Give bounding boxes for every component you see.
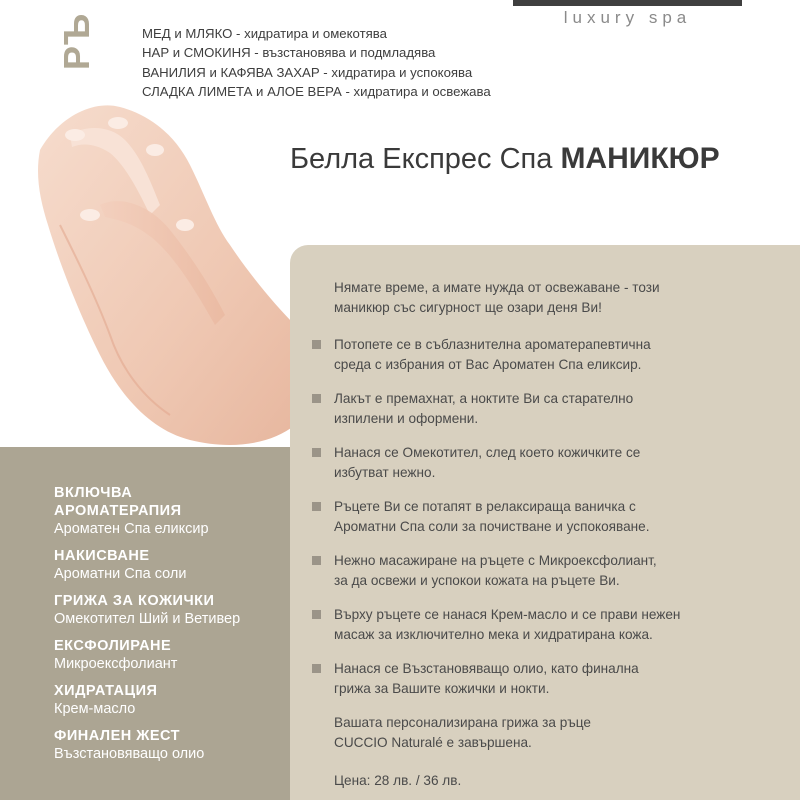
include-item: ФИНАЛЕН ЖЕСТ Възстановяващо олио bbox=[54, 728, 205, 762]
include-item: ХИДРАТАЦИЯ Крем-масло bbox=[54, 683, 158, 717]
include-item: ЕКСФОЛИРАНЕ Микроексфолиант bbox=[54, 638, 178, 672]
page-title: Белла Експрес Спа МАНИКЮР bbox=[290, 142, 720, 175]
hands-photo bbox=[0, 95, 295, 450]
vertical-heading-text: РЪ bbox=[56, 12, 97, 70]
closing-paragraph: Вашата персонализирана грижа за ръце CUCCIO Naturalé е завършена. bbox=[334, 715, 591, 750]
include-item: ГРИЖА ЗА КОЖИЧКИ Омекотител Ший и Ветивер bbox=[54, 593, 241, 627]
step-item: Нежно масажиране на ръцете с Микроексфолиант, за да освежи и успокои кожата на ръцете Ви. bbox=[334, 551, 774, 591]
step-item: Нанася се Омекотител, след което кожичките се избутват нежно. bbox=[334, 443, 774, 483]
step-item: Нанася се Възстановяващо олио, като финална грижа за Вашите кожички и нокти. bbox=[334, 659, 774, 699]
bullet-square-icon bbox=[312, 556, 321, 565]
bullet-square-icon bbox=[312, 448, 321, 457]
bullet-square-icon bbox=[312, 610, 321, 619]
description-text bbox=[334, 278, 774, 802]
scent-item: МЕД и МЛЯКО - хидратира и омекотява bbox=[142, 26, 387, 41]
scent-item: СЛАДКА ЛИМЕТА и АЛОЕ ВЕРА - хидратира и освежава bbox=[142, 83, 491, 99]
include-item: НАКИСВАНЕ Ароматни Спа соли bbox=[54, 548, 187, 582]
scent-list bbox=[142, 24, 491, 101]
step-item: Потопете се в съблазнителна ароматерапевтична среда с избрания от Вас Ароматен Спа еликсир. bbox=[334, 335, 774, 375]
scent-item: ВАНИЛИЯ и КАФЯВА ЗАХАР - хидратира и успокоява bbox=[142, 64, 473, 80]
step-item: Върху ръцете се нанася Крем-масло и се прави нежен масаж за изключително мека и хидратирана кожа. bbox=[334, 605, 774, 645]
bullet-square-icon bbox=[312, 664, 321, 673]
scent-item: НАР и СМОКИНЯ - възстановява и подмладява bbox=[142, 45, 436, 61]
step-item: Ръцете Ви се потапят в релаксираща ваничка с Ароматни Спа соли за почистване и успокояване. bbox=[334, 497, 774, 537]
bullet-square-icon bbox=[312, 394, 321, 403]
step-item: Лакът е премахнат, а ноктите Ви са старателно изпилени и оформени. bbox=[334, 389, 774, 429]
bullet-square-icon bbox=[312, 502, 321, 511]
brand-tagline: luxury spa bbox=[563, 8, 692, 27]
includes-heading: ВКЛЮЧВА bbox=[54, 485, 133, 501]
includes-list bbox=[54, 484, 294, 763]
bullet-square-icon bbox=[312, 340, 321, 349]
include-item: АРОМАТЕРАПИЯ Ароматен Спа еликсир bbox=[54, 503, 209, 537]
price-text: Цена: 28 лв. / 36 лв. bbox=[334, 773, 462, 788]
intro-paragraph: Нямате време, а имате нужда от освежаване - този маникюр със сигурност ще озари деня Ви! bbox=[334, 280, 660, 315]
vertical-heading bbox=[50, 0, 100, 75]
logo-bar bbox=[513, 0, 742, 6]
